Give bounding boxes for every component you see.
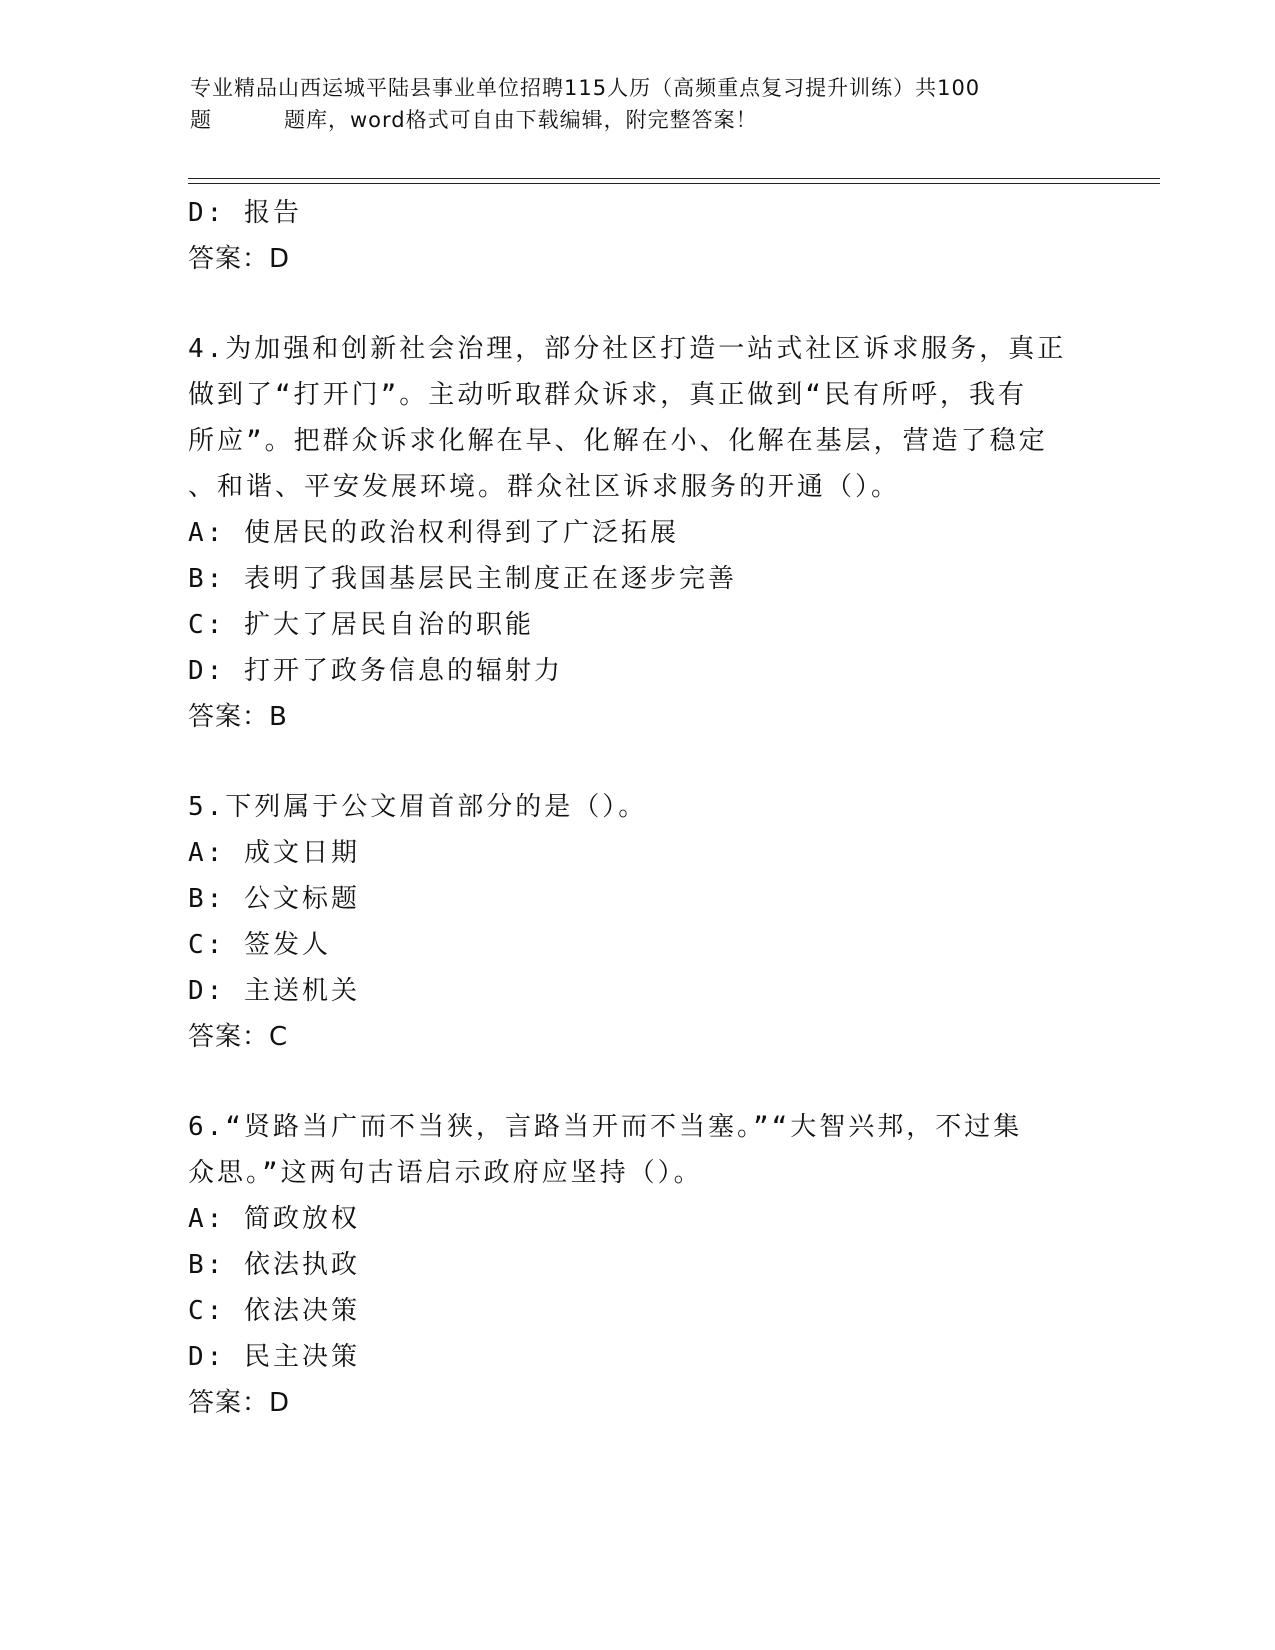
question-stem-line: 做到了“打开门”。主动听取群众诉求，真正做到“民有所呼，我有 — [188, 380, 1027, 410]
question-stem-line: 5.下列属于公文眉首部分的是（）。 — [188, 792, 648, 822]
header-line-2-head: 题 — [190, 108, 212, 132]
page-header — [190, 72, 1090, 136]
fragment-answer: 答案：D — [188, 244, 291, 274]
question-5 — [188, 784, 1088, 1060]
option-b: B: 依法执政 — [188, 1250, 360, 1280]
question-stem-line: 众思。”这两句古语启示政府应坚持（）。 — [188, 1158, 703, 1188]
question-stem-line: 6.“贤路当广而不当狭，言路当开而不当塞。”“大智兴邦，不过集 — [188, 1112, 1023, 1142]
question-4 — [188, 326, 1088, 740]
option-c: C: 扩大了居民自治的职能 — [188, 610, 534, 640]
fragment-option-d: D: 报告 — [188, 198, 302, 228]
option-d: D: 主送机关 — [188, 976, 360, 1006]
option-c: C: 依法决策 — [188, 1296, 360, 1326]
option-d: D: 打开了政务信息的辐射力 — [188, 656, 563, 686]
question-stem-line: 4.为加强和创新社会治理，部分社区打造一站式社区诉求服务，真正 — [188, 334, 1067, 364]
question-list — [188, 190, 1088, 1426]
option-b: B: 表明了我国基层民主制度正在逐步完善 — [188, 564, 737, 594]
option-d: D: 民主决策 — [188, 1342, 360, 1372]
header-line-2-tail: 题库，word格式可自由下载编辑，附完整答案！ — [284, 108, 758, 132]
option-b: B: 公文标题 — [188, 884, 360, 914]
header-line-1: 专业精品山西运城平陆县事业单位招聘115人历（高频重点复习提升训练）共100 — [190, 76, 981, 100]
option-a: A: 成文日期 — [188, 838, 360, 868]
question-stem-line: 、和谐、平安发展环境。群众社区诉求服务的开通（）。 — [188, 472, 901, 502]
question-6 — [188, 1104, 1088, 1426]
header-rule-top — [188, 178, 1160, 179]
question-stem-line: 所应”。把群众诉求化解在早、化解在小、化解在基层，营造了稳定 — [188, 426, 1048, 456]
answer: 答案：D — [188, 1388, 291, 1418]
header-line-2 — [190, 104, 1090, 136]
option-a: A: 简政放权 — [188, 1204, 360, 1234]
option-a: A: 使居民的政治权利得到了广泛拓展 — [188, 518, 679, 548]
option-c: C: 签发人 — [188, 930, 331, 960]
answer: 答案：B — [188, 702, 288, 732]
answer: 答案：C — [188, 1022, 289, 1052]
header-rule-bottom — [188, 183, 1160, 184]
